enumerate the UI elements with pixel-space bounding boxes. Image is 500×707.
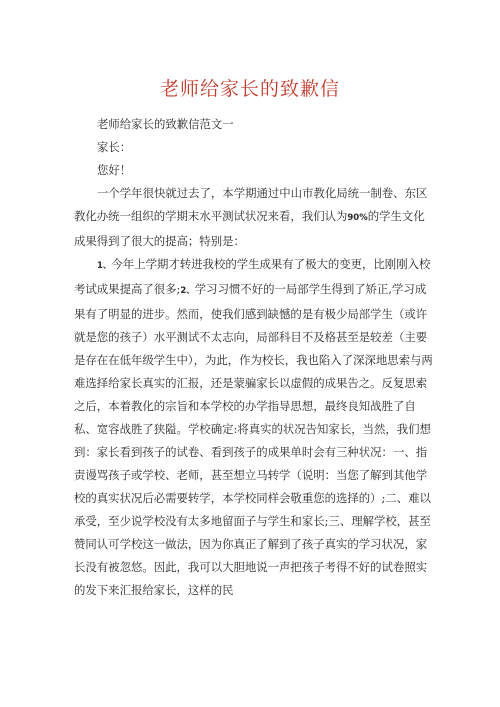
paragraph-1 [74, 182, 434, 253]
paragraph-2-text-b: 学习习惯不好的一局部学生得到了矫正,学习成果有了明显的进步。然而，使我们感到缺憾的是有极少局部学生（或许就是您的孩子）水平测试不太志向，局部科目不及格甚至是较差（主要是存在在低年级学生中），为此，作为校长，我也陷入了深深地思索与两难选择给家长真实的汇报，还是蒙骗家长以虚假的成果告之。反复思索之后，本着教化的宗旨和本学校的办学指导思想，最终良知战胜了自私、宽容战胜了狭隘。学校确定:将真实的状况告知家长，当然，我们想到：家长看到孩子的试卷、看到孩子的成果单时会有三种状况：一、指责谩骂孩子或学校、老师，甚至想立马转学（说明：当您了解到其他学校的真实状况后必需要转学，本学校同样会敬重您的选择的）;二、难以承受，至少说学校没有太多地留面子与学生和家长;三、理解学校，甚至赞同认可学校这一做法，因为你真正了解到了孩子真实的学习状况，家长没有被忽悠。因此，我可以大胆地说一声把孩子考得不好的试卷照实的发下来汇报给家长，这样的民 [74, 282, 433, 597]
percent-figure: 90% [347, 213, 368, 223]
paragraph-2-text-a: 今年上学期才转进我校的学生成果有了极大的变更，比刚刚入校考试成果提高了很多; [74, 257, 431, 296]
document-body [74, 113, 434, 602]
list-number-1: 1、 [97, 261, 112, 271]
document-title: 老师给家长的致歉信 [159, 78, 340, 100]
greeting-line: 您好！ [97, 163, 132, 177]
subtitle-line: 老师给家长的致歉信范文一 [97, 117, 234, 131]
paragraph-1-text-b: 的学生文化成果得到了很大的提高；特别是： [74, 209, 425, 248]
list-number-2: 2、 [180, 286, 195, 296]
paragraph-2 [74, 253, 434, 602]
paragraph-1-text-a: 一个学年很快就过去了，本学期通过中山市教化局统一制卷、东区教化办统一组织的学期末水平测试状况来看，我们认为 [74, 186, 428, 223]
salutation-line: 家长： [97, 140, 132, 154]
